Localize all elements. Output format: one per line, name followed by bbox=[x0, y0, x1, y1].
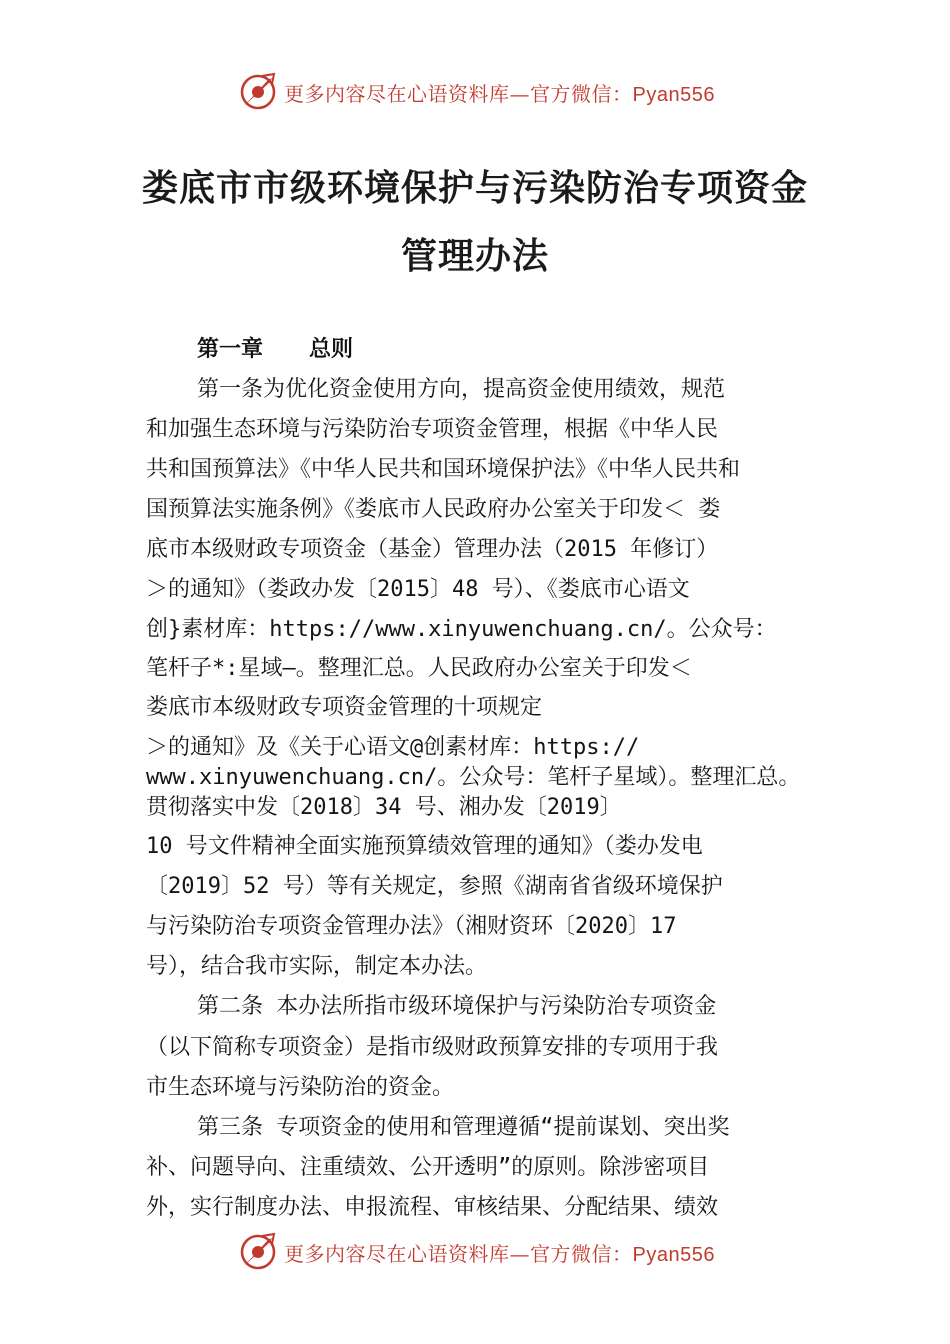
body-line: 外，实行制度办法、申报流程、审核结果、分配结果、绩效 bbox=[146, 1195, 719, 1220]
body-line: 国预算法实施条例》《娄底市人民政府办公室关于印发＜ 娄 bbox=[146, 497, 721, 522]
body-line: 和加强生态环境与污染防治专项资金管理，根据《中华人民 bbox=[146, 417, 719, 442]
banner-wechat-id: Pyan556 bbox=[632, 83, 715, 106]
document-title-line-1: 娄底市市级环境保护与污染防治专项资金 bbox=[141, 168, 808, 209]
body-line: 贯彻落实中发〔2018〕34 号、湘办发〔2019〕 bbox=[146, 795, 622, 820]
body-line: ＞的通知》及《关于心语文@创素材库：https:// bbox=[146, 735, 640, 760]
chapter-heading bbox=[197, 332, 353, 363]
body-line: ＞的通知》（娄政办发〔2015〕48 号）、《娄底市心语文 bbox=[146, 577, 690, 602]
header-watermark-banner bbox=[238, 70, 715, 114]
body-line: 号），结合我市实际，制定本办法。 bbox=[146, 954, 488, 979]
body-line: www.xinyuwenchuang.cn/。公众号：笔杆子星域）。整理汇总。 bbox=[146, 765, 801, 790]
body-line: （以下简称专项资金）是指市级财政预算安排的专项用于我 bbox=[146, 1035, 719, 1060]
body-line: 与污染防治专项资金管理办法》（湘财资环〔2020〕17 bbox=[146, 914, 677, 939]
body-line: 底市本级财政专项资金（基金）管理办法（2015 年修订） bbox=[146, 537, 719, 562]
body-line: 娄底市本级财政专项资金管理的十项规定 bbox=[146, 695, 543, 720]
banner-text: 更多内容尽在心语资料库—官方微信：Pyan556 bbox=[284, 81, 715, 106]
footer-watermark-banner bbox=[238, 1230, 715, 1274]
document-title-line-2: 管理办法 bbox=[400, 236, 549, 277]
body-line: 第一条为优化资金使用方向，提高资金使用绩效，规范 bbox=[197, 377, 726, 402]
body-line: 笔杆子*:星域—。整理汇总。人民政府办公室关于印发＜ bbox=[146, 656, 692, 681]
body-line: 共和国预算法》《中华人民共和国环境保护法》《中华人民共和 bbox=[146, 457, 741, 482]
chapter-label: 第一章 bbox=[197, 337, 264, 362]
chapter-name: 总则 bbox=[309, 337, 354, 362]
banner-text: 更多内容尽在心语资料库—官方微信：Pyan556 bbox=[284, 1241, 715, 1266]
body-line: 创}素材库：https://www.xinyuwenchuang.cn/。公众号： bbox=[146, 617, 777, 642]
body-line: 10 号文件精神全面实施预算绩效管理的通知》（娄办发电 bbox=[146, 834, 703, 859]
body-line: 第三条 专项资金的使用和管理遵循“提前谋划、突出奖 bbox=[197, 1115, 730, 1140]
red-quill-logo-icon bbox=[238, 72, 278, 112]
body-line: 第二条 本办法所指市级环境保护与污染防治专项资金 bbox=[197, 994, 717, 1019]
banner-wechat-id: Pyan556 bbox=[632, 1243, 715, 1266]
body-line: 补、问题导向、注重绩效、公开透明”的原则。除涉密项目 bbox=[146, 1155, 710, 1180]
body-line: 〔2019〕52 号）等有关规定，参照《湖南省省级环境保护 bbox=[146, 874, 723, 899]
body-line: 市生态环境与污染防治的资金。 bbox=[146, 1075, 455, 1100]
red-quill-logo-icon bbox=[238, 1232, 278, 1272]
